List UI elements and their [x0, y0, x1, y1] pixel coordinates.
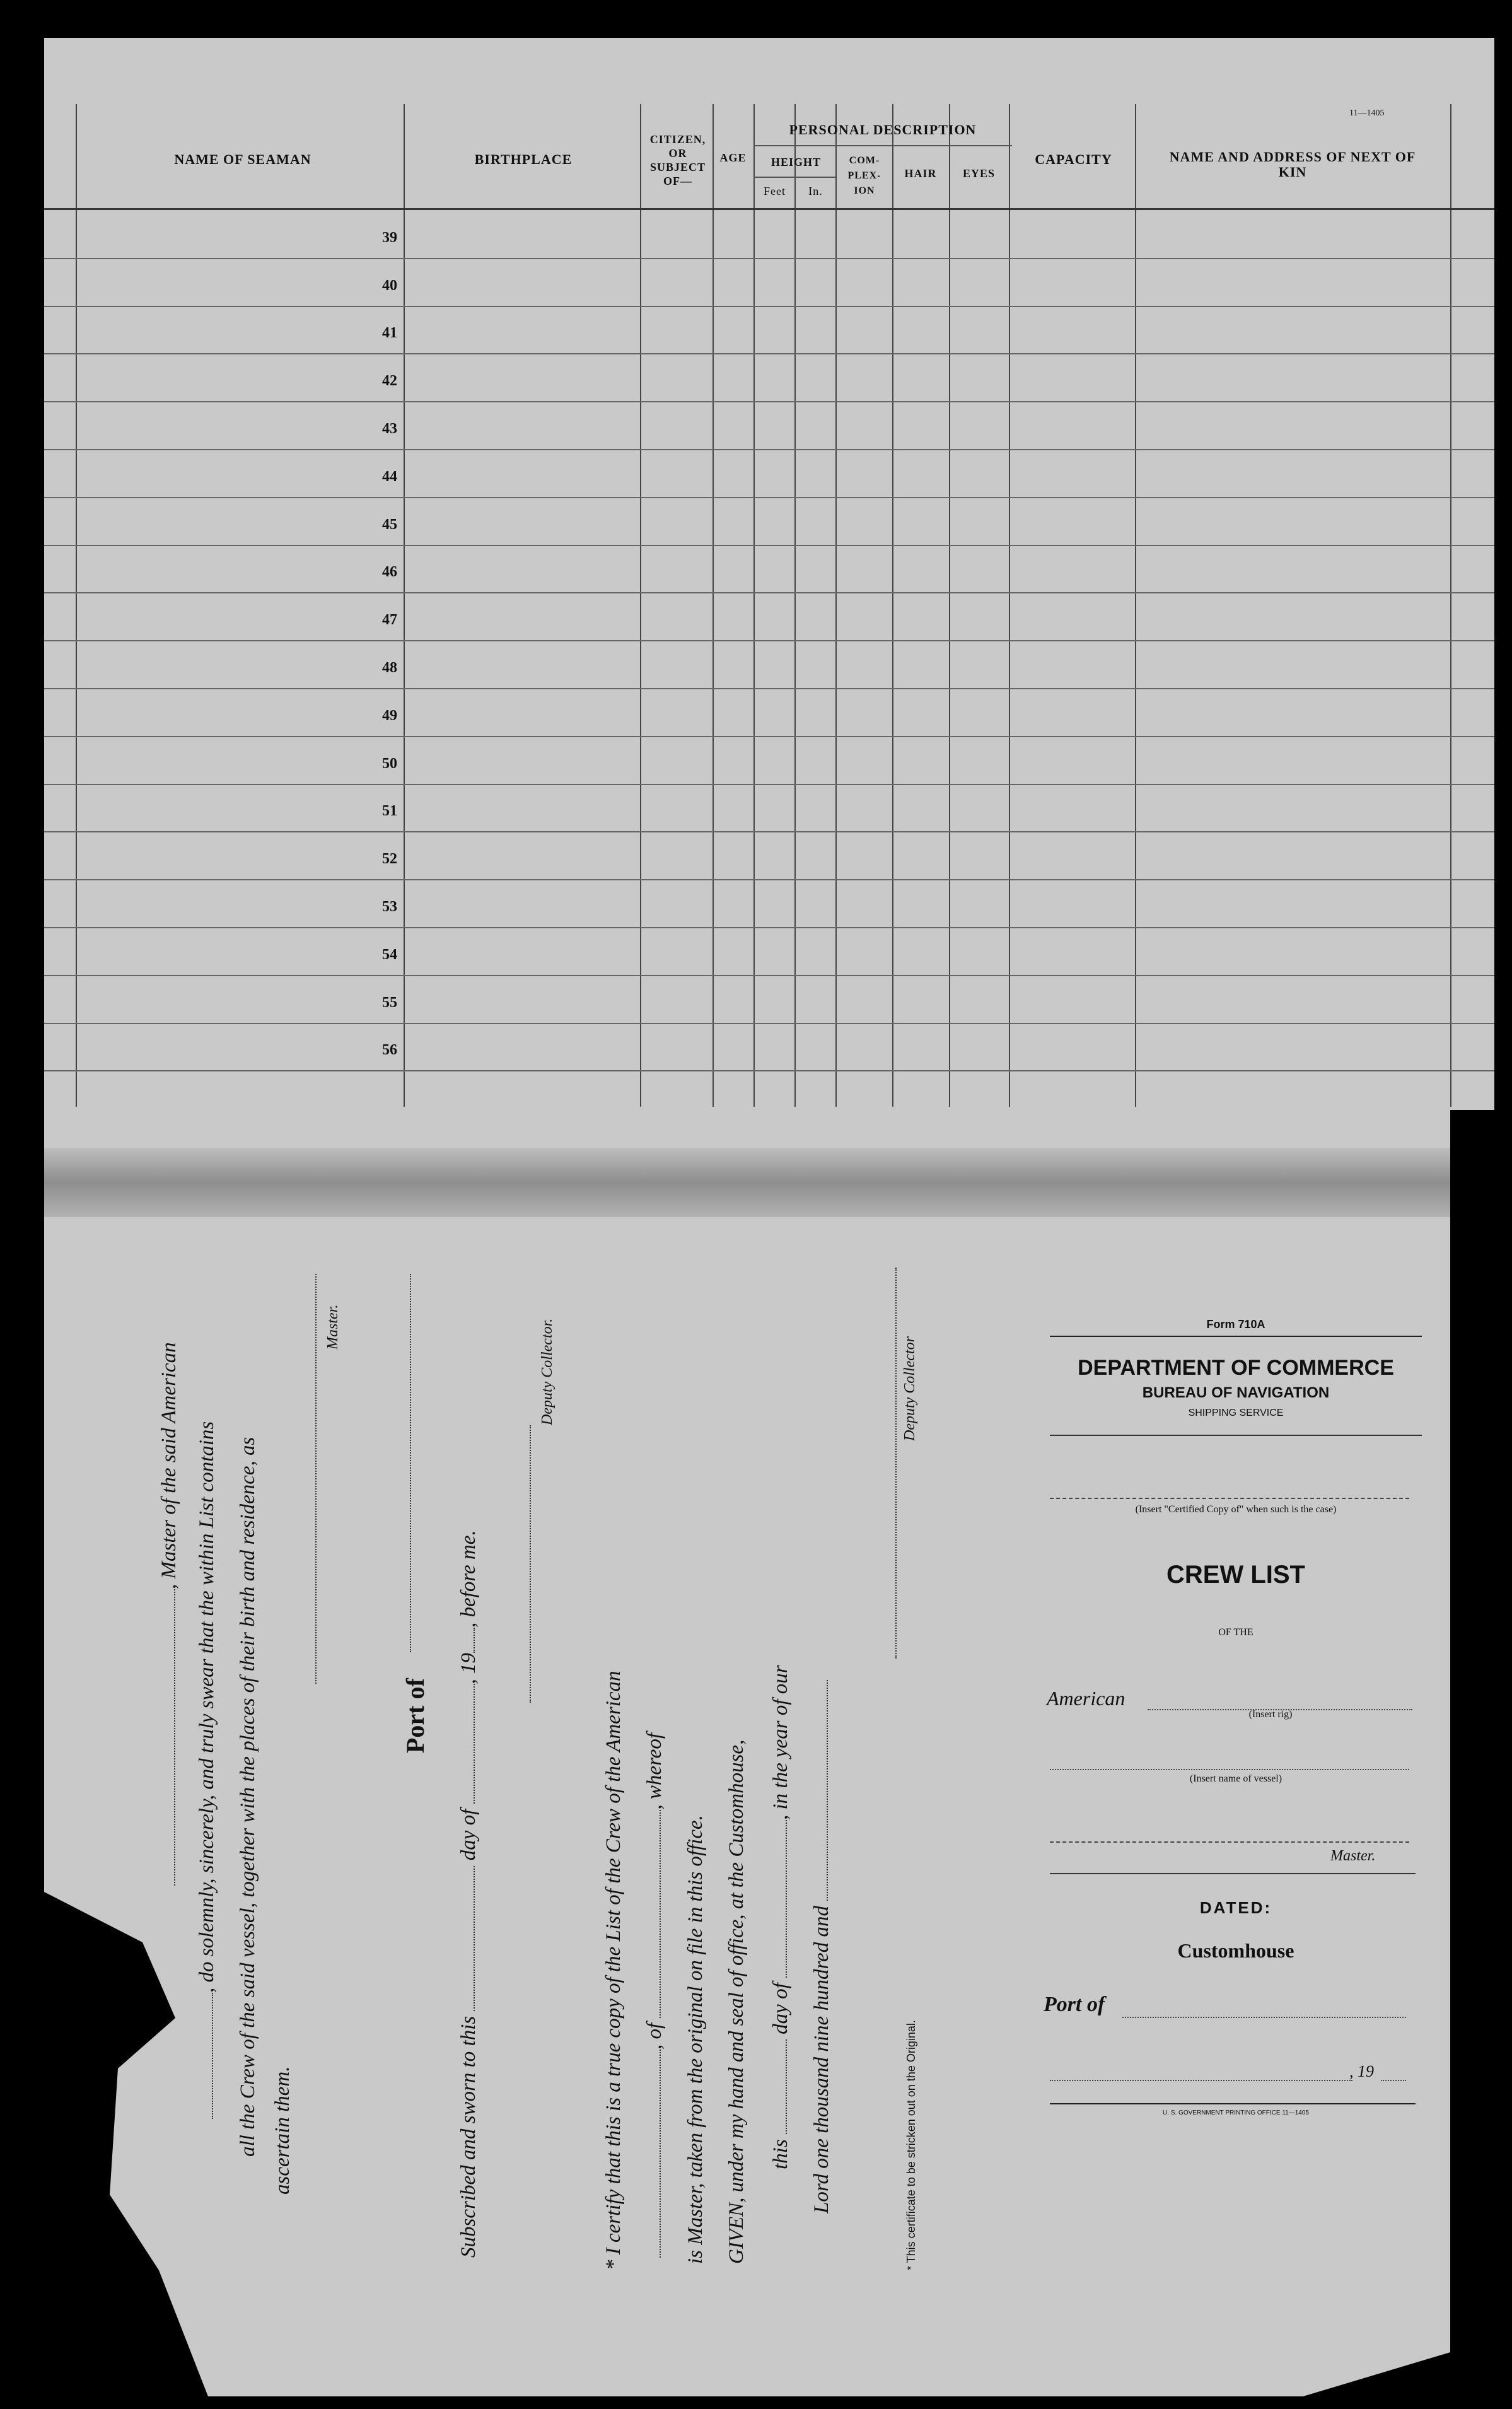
customhouse-label: Customhouse — [1177, 1939, 1294, 1962]
row-number: 47 — [382, 612, 397, 629]
col-age: AGE — [719, 151, 747, 164]
row-number: 39 — [382, 229, 397, 246]
row-divider — [44, 927, 1494, 928]
deputy-collector-label-1: Deputy Collector. — [539, 1318, 555, 1425]
col-hair: HAIR — [904, 167, 937, 180]
col-complexion: COM- PLEX- ION — [847, 155, 881, 196]
form-code-top: 11—1405 — [1349, 108, 1385, 118]
row-divider — [44, 306, 1494, 307]
insert-rig-note: (Insert rig) — [1248, 1709, 1293, 1720]
master-signature-line — [315, 1274, 317, 1684]
american-label: American — [1047, 1687, 1125, 1710]
crew-table — [44, 104, 1494, 1107]
col-inches: In. — [808, 185, 823, 197]
affidavit-line-4: ascertain them. — [271, 2066, 294, 2195]
footnote: * This certificate to be stricken out on the Original. — [905, 2020, 917, 2270]
row-number: 52 — [382, 851, 397, 868]
col-next-of-kin: NAME AND ADDRESS OF NEXT OF KIN — [1169, 149, 1416, 180]
lord-line: Lord one thousand nine hundred and — [810, 1680, 834, 2214]
row-number: 56 — [382, 1042, 397, 1059]
deputy-collector-label-2: Deputy Collector — [902, 1336, 918, 1441]
of-the-label: OF THE — [1218, 1627, 1253, 1638]
is-master-line: is Master, taken from the original on file in this office. — [684, 1815, 707, 2264]
master-label: Master. — [325, 1304, 341, 1350]
row-divider — [44, 1023, 1494, 1024]
col-eyes: EYES — [962, 167, 996, 180]
col-name-of-seaman: NAME OF SEAMAN — [174, 151, 311, 167]
col-feet: Feet — [764, 185, 786, 197]
row-divider — [44, 640, 1494, 641]
row-divider — [44, 449, 1494, 450]
row-number: 55 — [382, 994, 397, 1011]
row-divider — [44, 736, 1494, 737]
cover-port-of-label: Port of — [1044, 1993, 1105, 2016]
cover-date-field[interactable] — [1050, 2080, 1352, 2081]
row-number: 54 — [382, 946, 397, 963]
row-divider — [44, 401, 1494, 402]
right-edge-shadow — [1450, 1110, 1512, 2409]
row-divider — [44, 975, 1494, 976]
row-divider — [44, 497, 1494, 498]
subscribed-line: Subscribed and sworn to this day of , 19, before me. — [457, 1530, 480, 2258]
row-divider — [44, 688, 1494, 689]
col-capacity: CAPACITY — [1035, 151, 1112, 167]
cover-year-label: , 19 — [1349, 2062, 1374, 2080]
row-number: 48 — [382, 660, 397, 676]
col-personal-description: PERSONAL DESCRIPTION — [789, 122, 977, 137]
affidavit-line-2: , do solemnly, sincerely, and truly swear that the within List contains — [195, 1421, 219, 2119]
row-number: 53 — [382, 899, 397, 915]
row-number: 44 — [382, 468, 397, 485]
department-title: DEPARTMENT OF COMMERCE — [1078, 1356, 1394, 1380]
row-number: 40 — [382, 277, 397, 294]
insert-certified-note: (Insert "Certified Copy of" when such is the case) — [1135, 1504, 1337, 1515]
gpo-imprint: U. S. GOVERNMENT PRINTING OFFICE 11—1405 — [1163, 2109, 1309, 2116]
page-fold — [44, 1148, 1494, 1217]
certify-line: * I certify that this is a true copy of the List of the Crew of the American — [602, 1671, 625, 2270]
col-height: HEIGHT — [771, 156, 822, 168]
row-number: 46 — [382, 564, 397, 581]
port-line — [410, 1274, 411, 1652]
deputy-signature-line-2 — [895, 1268, 897, 1659]
deputy-signature-line-1 — [530, 1425, 531, 1703]
row-number: 50 — [382, 755, 397, 772]
given-line: GIVEN, under my hand and seal of office, at the Customhouse, — [725, 1739, 748, 2264]
row-number: 51 — [382, 803, 397, 820]
of-whereof-line: , of , whereof — [643, 1733, 666, 2258]
row-number: 42 — [382, 373, 397, 390]
insert-vessel-note: (Insert name of vessel) — [1189, 1773, 1282, 1784]
row-number: 43 — [382, 421, 397, 437]
port-of-label: Port of — [401, 1678, 429, 1753]
form-number: Form 710A — [1206, 1318, 1265, 1331]
affidavit-line-1: , Master of the said American — [158, 1342, 181, 1886]
service-title: SHIPPING SERVICE — [1188, 1408, 1284, 1418]
row-divider — [44, 784, 1494, 785]
crew-list-title: CREW LIST — [1166, 1561, 1305, 1589]
cover-master-label: Master. — [1330, 1848, 1376, 1864]
row-number: 41 — [382, 325, 397, 342]
row-divider — [44, 592, 1494, 593]
dated-label: DATED: — [1199, 1898, 1272, 1917]
col-citizen: CITIZEN, OR SUBJECT OF— — [649, 133, 706, 187]
row-divider — [44, 831, 1494, 832]
row-divider — [44, 353, 1494, 354]
col-birthplace: BIRTHPLACE — [474, 151, 573, 167]
row-divider — [44, 1070, 1494, 1071]
row-number: 45 — [382, 516, 397, 533]
this-day-line: this day of , in the year of our — [769, 1665, 792, 2169]
bureau-title: BUREAU OF NAVIGATION — [1142, 1384, 1330, 1401]
affidavit-line-3: all the Crew of the said vessel, together with the places of their birth and residence, as — [236, 1437, 259, 2157]
row-divider — [44, 545, 1494, 546]
row-number: 49 — [382, 707, 397, 724]
row-divider — [44, 879, 1494, 880]
cover-port-field[interactable] — [1122, 2017, 1406, 2018]
row-divider — [44, 258, 1494, 259]
vessel-name-field[interactable] — [1050, 1769, 1409, 1770]
